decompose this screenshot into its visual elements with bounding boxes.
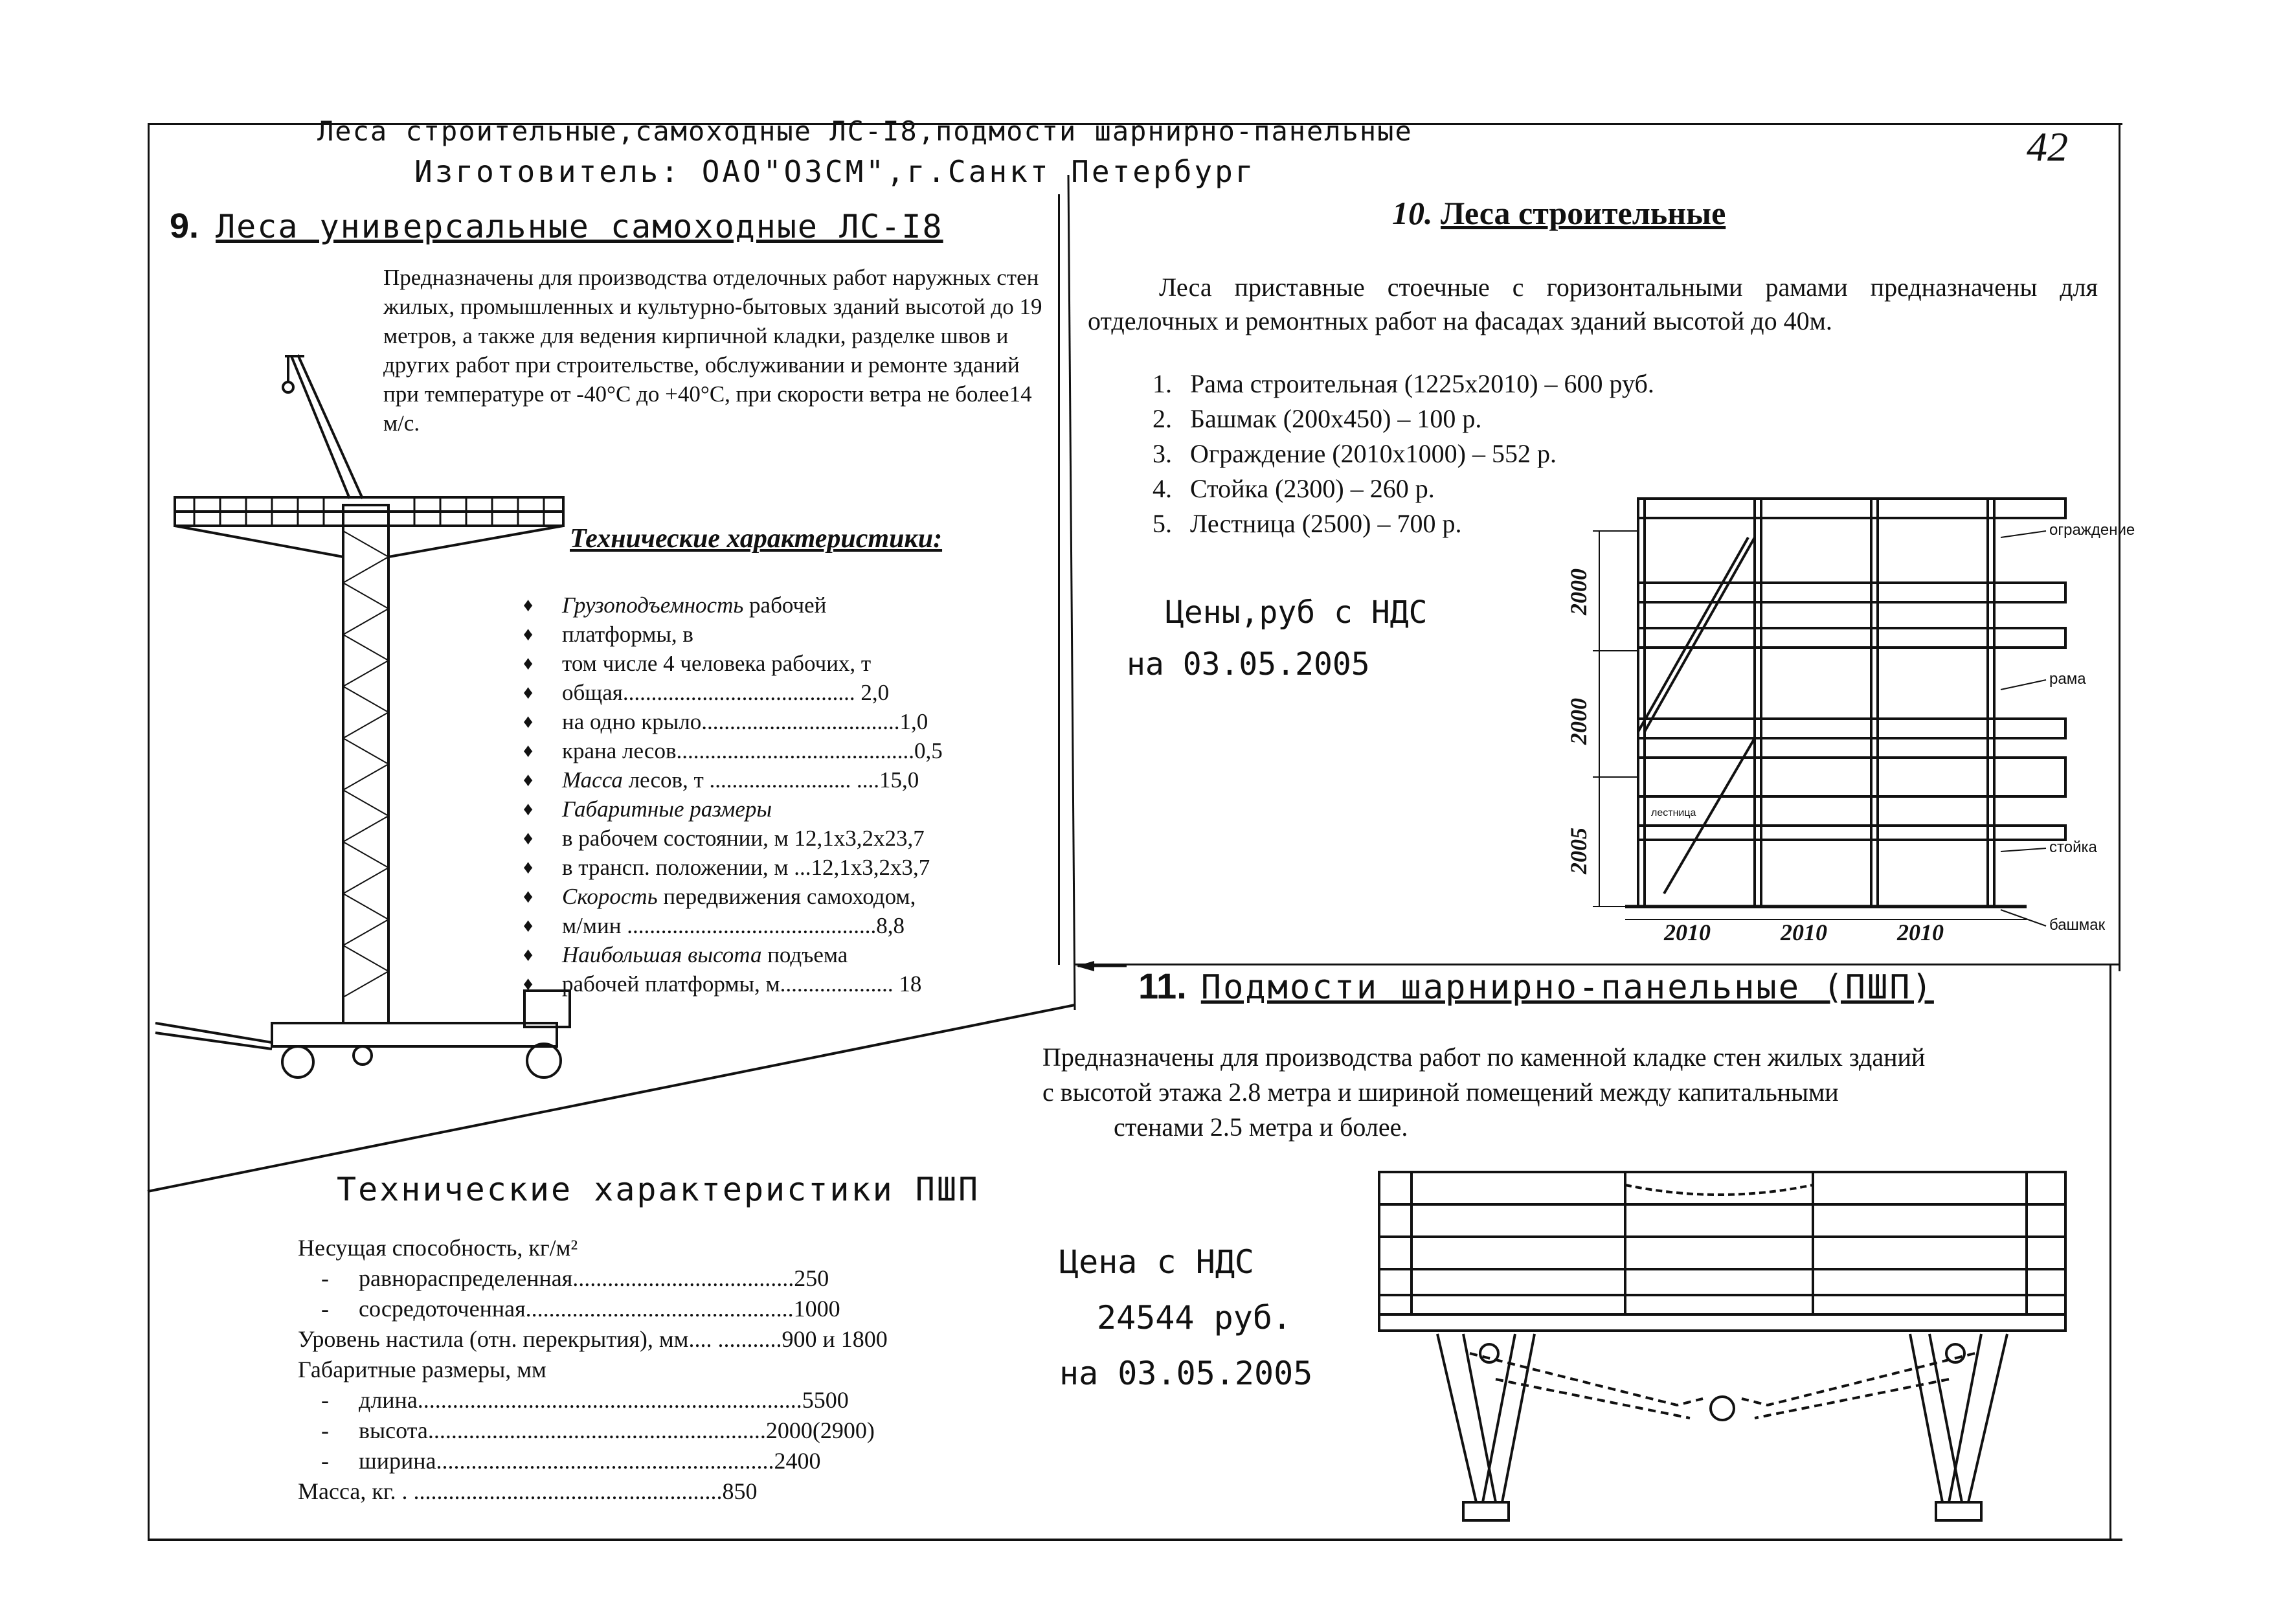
spec-item: ♦ Габаритные размеры bbox=[523, 795, 1048, 824]
spec-item: ♦ Наибольшая высота подъема bbox=[523, 940, 1048, 969]
section11-description-line: Предназначены для производства работ по каменной кладке стен жилых зданий bbox=[1042, 1043, 1926, 1072]
scaffold-frame-drawing bbox=[1554, 479, 2135, 958]
section9-tech-heading: Технические характеристики: bbox=[570, 524, 943, 554]
section10-title bbox=[1392, 194, 1726, 232]
spec-item: ♦ в рабочем состоянии, м 12,1x3,2x23,7 bbox=[523, 824, 1048, 853]
header-manufacturer: Изготовитель: ОАО"ОЗСМ",г.Санкт Петербург bbox=[414, 154, 1256, 189]
spec-item: ♦ общая......................................... 2,0 bbox=[523, 678, 1048, 707]
section11-price-caption: Цена с НДС bbox=[1059, 1243, 1255, 1281]
pshp-spec-row: Уровень настила (отн. перекрытия), мм.... ...........900 и 1800 bbox=[298, 1326, 888, 1352]
header-title: Леса строительные,самоходные ЛС-I8,подмости шарнирно-панельные bbox=[317, 115, 1413, 147]
section11-number: 11. bbox=[1138, 965, 1187, 1006]
price-item: 1. Рама строительная (1225x2010) – 600 руб. bbox=[1153, 369, 1654, 398]
page-number: 42 bbox=[2027, 124, 2068, 170]
spec-item: ♦ на одно крыло...................................1,0 bbox=[523, 707, 1048, 736]
spec-item: ♦ в трансп. положении, м ...12,1x3,2x3,7 bbox=[523, 853, 1048, 882]
ladder-label: лестница bbox=[1651, 807, 1696, 818]
section9-number: 9. bbox=[170, 207, 199, 245]
spec-item: ♦ том числе 4 человека рабочих, т bbox=[523, 649, 1048, 678]
section9-spec-list bbox=[523, 591, 1048, 998]
section9-description: Предназначены для производства отделочных работ наружных стен жилых, промышленных и культурно-бытовых зданий высотой до 19 метров, а также для ведения кирпичной кладки, разделке швов и других работ при строительстве, обслуживании и ремонте зданий при температуре от -40°С до +40°С, при скорости ветра не более14 м/с. bbox=[383, 265, 1042, 436]
pshp-spec-row: Масса, кг. . .....................................................850 bbox=[298, 1478, 758, 1504]
spec-item: ♦ м/мин ............................................8,8 bbox=[523, 911, 1048, 940]
section11-title bbox=[1138, 965, 1934, 1007]
spec-item: ♦ платформы, в bbox=[523, 620, 1048, 649]
section10-description: Леса приставные стоечные с горизонтальными рамами предназначены для отделочных и ремонтных работ на фасадах зданий высотой до 40м. bbox=[1088, 273, 2098, 335]
pshp-spec-row: Габаритные размеры, мм bbox=[298, 1357, 546, 1382]
width-dimension-3: 2010 bbox=[1897, 919, 1944, 945]
pshp-spec-row: - высота..........................................................2000(2900) bbox=[321, 1417, 875, 1443]
pshp-spec-row: - ширина..........................................................2400 bbox=[321, 1448, 821, 1474]
pshp-spec-row: Несущая способность, кг/м² bbox=[298, 1235, 578, 1261]
width-dimension-1: 2010 bbox=[1664, 919, 1711, 945]
price-item: 5. Лестница (2500) – 700 р. bbox=[1153, 509, 1462, 538]
shoe-label: башмак bbox=[2049, 916, 2106, 934]
section11-price-date: на 03.05.2005 bbox=[1059, 1355, 1313, 1392]
section9-title bbox=[170, 206, 943, 246]
height-dimension-2: 2000 bbox=[1566, 698, 1591, 745]
spec-item: ♦ Масса лесов, т ......................... ....15,0 bbox=[523, 765, 1048, 795]
spec-item: ♦ Скорость передвижения самоходом, bbox=[523, 882, 1048, 911]
section11-description-line: стенами 2.5 метра и более. bbox=[1114, 1112, 1408, 1142]
section10-number: 10. bbox=[1392, 195, 1433, 231]
section11-description-line: с высотой этажа 2.8 метра и шириной помещений между капитальными bbox=[1042, 1077, 1839, 1107]
section10-price-caption: Цены,руб с НДС bbox=[1165, 594, 1428, 631]
height-dimension-1: 2000 bbox=[1566, 569, 1591, 615]
pshp-spec-row: - длина..................................................................5500 bbox=[321, 1387, 849, 1413]
section11-description bbox=[1042, 1040, 2117, 1145]
pshp-spec-row: - сосредоточенная..............................................1000 bbox=[321, 1296, 840, 1322]
price-item: 3. Ограждение (2010x1000) – 552 р. bbox=[1153, 439, 1557, 468]
price-item: 4. Стойка (2300) – 260 р. bbox=[1153, 474, 1435, 503]
guard-label: ограждение bbox=[2049, 521, 2135, 539]
section9-title-text: Леса универсальные самоходные ЛС-I8 bbox=[216, 208, 943, 245]
price-item: 2. Башмак (200x450) – 100 р. bbox=[1153, 404, 1482, 433]
spec-item: ♦ крана лесов..........................................0,5 bbox=[523, 736, 1048, 765]
post-label: стойка bbox=[2049, 839, 2097, 856]
width-dimension-2: 2010 bbox=[1781, 919, 1827, 945]
section11-price-value: 24544 руб. bbox=[1097, 1299, 1292, 1336]
pshp-spec-list bbox=[298, 1233, 888, 1507]
hinged-panel-scaffold-drawing bbox=[1366, 1166, 2085, 1541]
section10-price-date: на 03.05.2005 bbox=[1127, 646, 1370, 682]
section11-title-text: Подмости шарнирно-панельные (ПШП) bbox=[1200, 968, 1934, 1007]
pshp-tech-heading: Технические характеристики ПШП bbox=[337, 1171, 980, 1208]
spec-item: ♦ Грузоподъемность рабочей bbox=[523, 591, 1048, 620]
section10-title-text: Леса строительные bbox=[1441, 195, 1726, 231]
frame-label: рама bbox=[2049, 670, 2086, 688]
pshp-spec-row: - равнораспределенная......................................250 bbox=[321, 1265, 829, 1291]
spec-item: ♦ рабочей платформы, м.................... 18 bbox=[523, 969, 1048, 998]
height-dimension-3: 2005 bbox=[1566, 828, 1591, 874]
